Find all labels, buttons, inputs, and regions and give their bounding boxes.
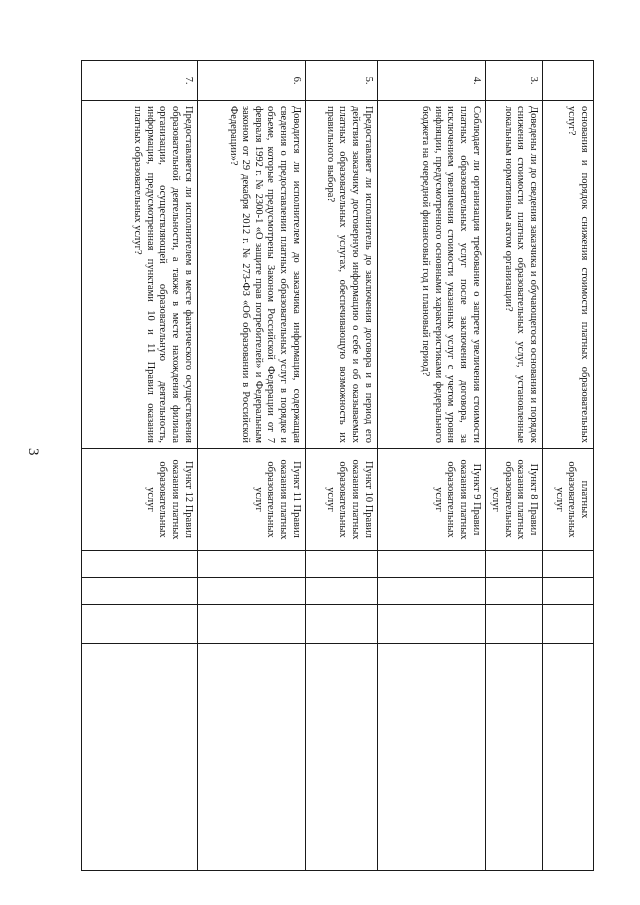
table-row <box>81 61 197 871</box>
table-row <box>197 61 305 871</box>
checklist-table-rotated <box>84 60 594 870</box>
row-number: 5. <box>305 61 377 101</box>
note-cell <box>197 644 305 871</box>
question-cell: Предоставляется ли исполнителем в месте фактического осуществления образовательной деятельности, а также в месте нахождения филиала организации, осуществляющей образовательную деятельность, информация, предусмотренная пунктами 10 и 11 Правил оказания платных образовательных услуг? <box>81 101 197 449</box>
note-cell <box>377 644 485 871</box>
answer-na-cell <box>81 605 197 644</box>
note-cell <box>543 644 594 871</box>
question-cell: Доведены ли до сведения заказчика и обучающегося основания и порядок снижения стоимости платных образовательных услуг, установленные локальным нормативным актом организации? <box>485 101 542 449</box>
answer-no-cell <box>197 578 305 605</box>
question-cell: Соблюдает ли организация требование о запрете увеличения стоимости платных образовательных услуг после заключения договора, за исключением увеличения стоимости указанных услуг с учетом уровня инфляции, предусмотренного основными характеристиками федерального бюджета на очередной финансовый год и плановый период? <box>377 101 485 449</box>
table-row <box>485 61 542 871</box>
answer-na-cell <box>197 605 305 644</box>
table-row <box>543 61 594 871</box>
answer-yes-cell <box>81 551 197 578</box>
answer-na-cell <box>305 605 377 644</box>
question-cell: Доводится ли исполнителем до заказчика информация, содержащая сведения о предоставлении платных образовательных услуг в порядке и объеме, которые предусмотрены Законом Российской Федерации от 7 февраля 1992 г. № 2300-1 «О защите прав потребителей» и Федеральным законом от 29 декабря 2012 г. № 273-ФЗ «Об образовании в Российской Федерации»? <box>197 101 305 449</box>
note-cell <box>305 644 377 871</box>
reference-cell: Пункт 9 Правил оказания платных образовательных услуг <box>377 449 485 551</box>
row-number: 7. <box>81 61 197 101</box>
table-row <box>377 61 485 871</box>
answer-no-cell <box>377 578 485 605</box>
answer-no-cell <box>485 578 542 605</box>
answer-na-cell <box>485 605 542 644</box>
row-number: 3. <box>485 61 542 101</box>
row-number: 4. <box>377 61 485 101</box>
answer-na-cell <box>377 605 485 644</box>
answer-na-cell <box>543 605 594 644</box>
reference-cell: Пункт 12 Правил оказания платных образовательных услуг <box>81 449 197 551</box>
answer-no-cell <box>305 578 377 605</box>
reference-cell: Пункт 8 Правил оказания платных образовательных услуг <box>485 449 542 551</box>
answer-yes-cell <box>485 551 542 578</box>
question-cell: Предоставляет ли исполнитель до заключения договора и в период его действия заказчику достоверную информацию о себе и об оказываемых платных образовательных услугах, обеспечивающую возможность их правильного выбора? <box>305 101 377 449</box>
row-number <box>543 61 594 101</box>
reference-cell: Пункт 11 Правил оказания платных образовательных услуг <box>197 449 305 551</box>
row-number: 6. <box>197 61 305 101</box>
answer-yes-cell <box>377 551 485 578</box>
table-row <box>305 61 377 871</box>
answer-no-cell <box>81 578 197 605</box>
reference-cell: платных образовательных услуг <box>543 449 594 551</box>
page-number: 3 <box>25 448 41 456</box>
note-cell <box>81 644 197 871</box>
answer-no-cell <box>543 578 594 605</box>
answer-yes-cell <box>543 551 594 578</box>
answer-yes-cell <box>197 551 305 578</box>
question-cell: основания и порядок снижения стоимости платных образовательных услуг? <box>543 101 594 449</box>
checklist-table <box>81 60 594 871</box>
reference-cell: Пункт 10 Правил оказания платных образовательных услуг <box>305 449 377 551</box>
answer-yes-cell <box>305 551 377 578</box>
note-cell <box>485 644 542 871</box>
